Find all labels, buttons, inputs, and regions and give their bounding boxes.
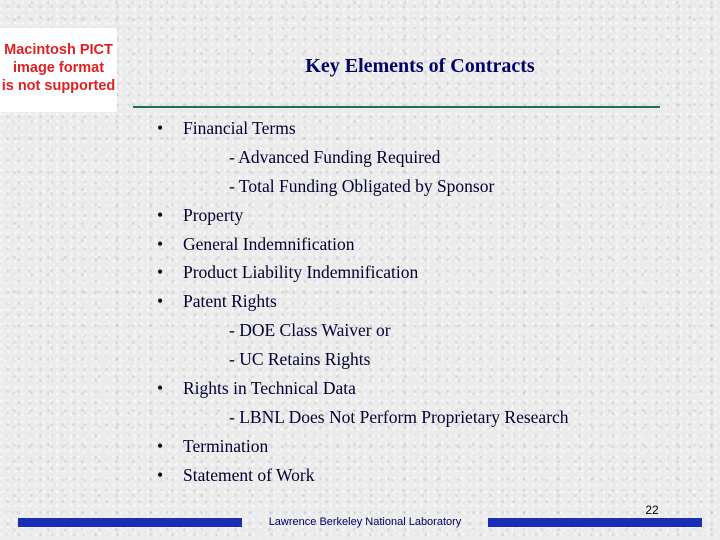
sub-item-text: - Advanced Funding Required	[229, 146, 441, 167]
bullet-text: Termination	[183, 435, 269, 456]
bullet-icon: •	[157, 233, 164, 254]
unsupported-image-placeholder	[0, 28, 117, 112]
bullet-icon: •	[157, 464, 164, 485]
placeholder-line-1: Macintosh PICT	[4, 42, 113, 58]
footer-label: Lawrence Berkeley National Laboratory	[268, 516, 462, 528]
slide-title: Key Elements of Contracts	[305, 55, 535, 77]
bullet-icon: •	[157, 435, 164, 456]
footer-bar-left	[18, 518, 242, 527]
title-divider	[133, 106, 660, 108]
bullet-text: Patent Rights	[183, 291, 277, 312]
bullet-icon: •	[157, 262, 164, 283]
footer-bar-right	[488, 518, 702, 527]
bullet-text: Product Liability Indemnification	[183, 262, 419, 283]
sub-item-text: - DOE Class Waiver or	[229, 320, 391, 341]
bullet-text: Rights in Technical Data	[183, 378, 356, 399]
bullet-icon: •	[157, 291, 164, 312]
placeholder-line-2: image format	[12, 60, 105, 76]
placeholder-line-3: is not supported	[1, 78, 116, 94]
bullet-icon: •	[157, 204, 164, 225]
bullet-text: Statement of Work	[183, 464, 315, 485]
sub-item-text: - UC Retains Rights	[229, 349, 371, 370]
bullet-text: Financial Terms	[183, 118, 296, 138]
bullet-icon: •	[157, 378, 164, 399]
bullet-text: Property	[183, 204, 244, 225]
sub-item-text: - Total Funding Obligated by Sponsor	[229, 175, 495, 196]
bullet-text: General Indemnification	[183, 233, 355, 254]
sub-item-text: - LBNL Does Not Perform Proprietary Research	[229, 406, 569, 427]
page-number: 22	[645, 503, 659, 517]
bullet-icon: •	[157, 118, 164, 138]
